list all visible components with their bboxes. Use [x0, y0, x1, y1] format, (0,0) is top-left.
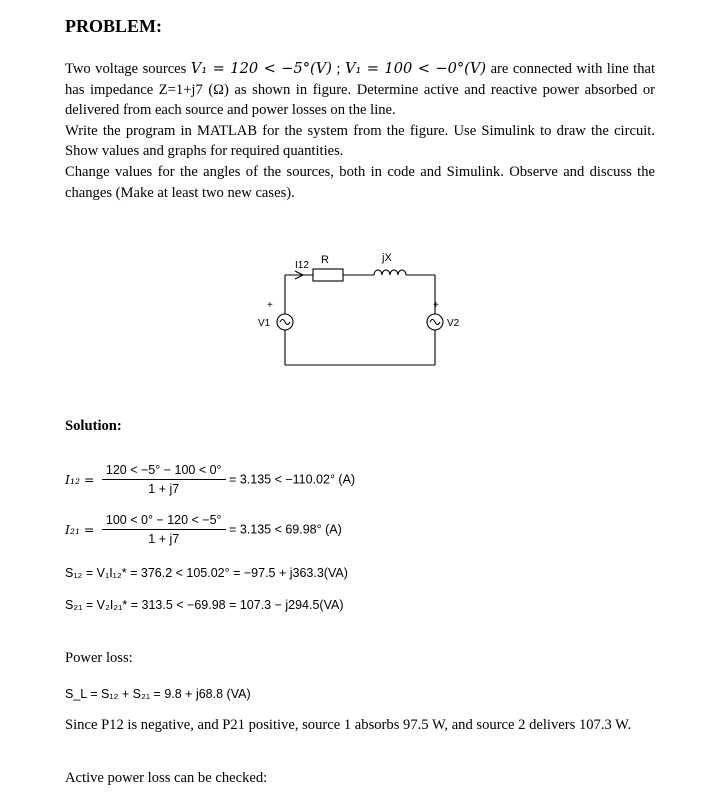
v2-expression: V₁ = 100 < −0°(V) [344, 60, 487, 77]
problem-statement [65, 59, 655, 203]
i12-numerator: 120 < −5° − 100 < 0° [102, 463, 226, 480]
i12-lhs: I₁₂ = [65, 472, 95, 487]
source-v2-plus: + [433, 300, 439, 311]
sl-equation: S_L = S₁₂ + S₂₁ = 9.8 + j68.8 (VA) [65, 687, 251, 701]
ac-wave-icon [430, 320, 440, 325]
s21-equation: S₂₁ = V₂I₂₁* = 313.5 < −69.98 = 107.3 − j294.5(VA) [65, 598, 344, 612]
i21-lhs: I₂₁ = [65, 522, 95, 537]
i21-equation [65, 513, 342, 546]
reactance-label: jX [382, 252, 392, 264]
problem-paragraph-3: Change values for the angles of the sources, both in code and Simulink. Observe and discuss the changes (Make at least two new cases). [65, 163, 655, 201]
i21-numerator: 100 < 0° − 120 < −5° [102, 513, 226, 530]
power-loss-label: Power loss: [65, 650, 133, 666]
i12-equation [65, 463, 355, 496]
i12-result: = 3.135 < −110.02° (A) [229, 472, 356, 487]
problem-heading: PROBLEM: [65, 16, 162, 36]
ac-wave-icon [280, 320, 290, 325]
i12-denominator: 1 + j7 [148, 482, 180, 496]
current-label: I12 [295, 260, 309, 271]
i21-fraction [102, 513, 226, 546]
inductor-symbol [374, 270, 406, 275]
problem-paragraph-1: Two voltage sources V₁ = 120 < −5°(V) ; V₁ = 100 < −0°(V) are connected with line that has impedance Z=1+j7 (Ω) as shown in figure. Determine active and reactive power absorbed or delivered from each source and power losses on the line. [65, 60, 656, 119]
v1-expression: V₁ = 120 < −5°(V) [190, 60, 332, 77]
i21-result: = 3.135 < 69.98° (A) [229, 522, 342, 537]
solution-heading: Solution: [65, 418, 122, 434]
conclusion-text: Since P12 is negative, and P21 positive, source 1 absorbs 97.5 W, and source 2 delivers 107.3 W. [65, 717, 632, 733]
check-label: Active power loss can be checked: [65, 770, 268, 786]
s12-equation: S₁₂ = V₁I₁₂* = 376.2 < 105.02° = −97.5 + j363.3(VA) [65, 566, 348, 580]
i12-fraction [102, 463, 226, 496]
circuit-diagram [250, 245, 470, 370]
problem-paragraph-2: Write the program in MATLAB for the system from the figure. Use Simulink to draw the circuit. Show values and graphs for required quantities. [65, 122, 655, 160]
source-v2-label: V2 [447, 318, 460, 329]
i21-denominator: 1 + j7 [148, 532, 180, 546]
resistor-label: R [321, 254, 329, 266]
resistor-symbol [313, 269, 343, 281]
source-v1-plus: + [267, 300, 273, 311]
source-v1-label: V1 [258, 318, 271, 329]
